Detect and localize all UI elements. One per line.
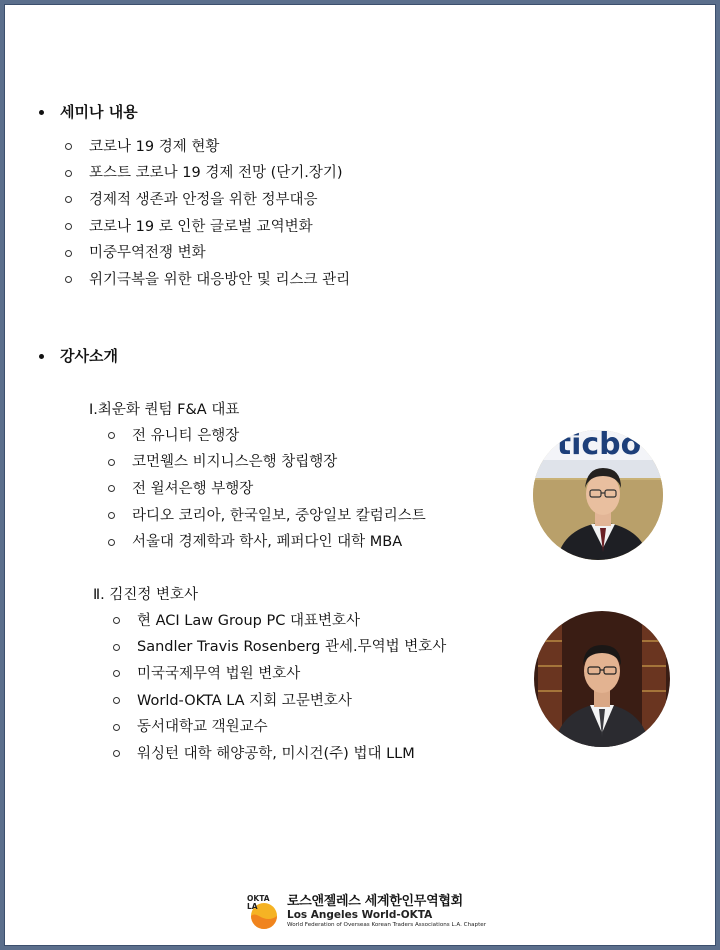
circle-bullet-icon <box>65 143 72 150</box>
okta-logo-icon <box>245 892 281 930</box>
circle-bullet-icon <box>108 539 115 546</box>
list-item: World-OKTA LA 지회 고문변호사 <box>113 686 446 713</box>
document-page <box>4 4 716 946</box>
list-item: 전 유니티 은행장 <box>108 421 426 448</box>
circle-bullet-icon <box>113 724 120 731</box>
list-item: 미중무역전쟁 변화 <box>65 238 350 265</box>
circle-bullet-icon <box>65 250 72 257</box>
speakers-heading <box>39 345 118 366</box>
list-item: Sandler Travis Rosenberg 관세.무역법 변호사 <box>113 633 446 660</box>
seminar-heading-text: 세미나 내용 <box>60 103 138 121</box>
list-item: 코로나 19 로 인한 글로벌 교역변화 <box>65 212 350 239</box>
bullet-dot <box>39 354 44 359</box>
list-item: 라디오 코리아, 한국일보, 중앙일보 칼럼리스트 <box>108 501 426 528</box>
list-item: 경제적 생존과 안정을 위한 정부대응 <box>65 185 350 212</box>
speaker1-photo <box>533 430 663 560</box>
circle-bullet-icon <box>65 170 72 177</box>
circle-bullet-icon <box>113 750 120 757</box>
list-item: 전 윌셔은행 부행장 <box>108 474 426 501</box>
circle-bullet-icon <box>113 670 120 677</box>
photo1-backdrop-text: ticbo <box>556 430 642 462</box>
okta-footer-logo <box>245 892 486 930</box>
circle-bullet-icon <box>65 196 72 203</box>
circle-bullet-icon <box>113 617 120 624</box>
circle-bullet-icon <box>113 644 120 651</box>
bullet-dot <box>39 110 44 115</box>
org-name-korean: 로스앤젤레스 세계한인무역협회 <box>287 893 463 909</box>
speaker1-credentials <box>108 421 426 554</box>
speaker2-photo <box>534 611 670 747</box>
svg-text:OKTA: OKTA <box>247 894 270 903</box>
list-item: 위기극복을 위한 대응방안 및 리스크 관리 <box>65 265 350 292</box>
circle-bullet-icon <box>113 697 120 704</box>
list-item: 코먼웰스 비지니스은행 창립행장 <box>108 448 426 475</box>
list-item: 현 ACI Law Group PC 대표변호사 <box>113 606 446 633</box>
svg-text:LA: LA <box>247 902 258 911</box>
speaker1-title: Ⅰ.최운화 퀀텀 F&A 대표 <box>89 402 240 418</box>
circle-bullet-icon <box>108 485 115 492</box>
list-item: 워싱턴 대학 해양공학, 미시건(주) 법대 LLM <box>113 739 446 766</box>
list-item: 코로나 19 경제 현황 <box>65 132 350 159</box>
list-item: 서울대 경제학과 학사, 페퍼다인 대학 MBA <box>108 527 426 554</box>
list-item: 미국국제무역 법원 변호사 <box>113 659 446 686</box>
circle-bullet-icon <box>65 223 72 230</box>
list-item: 포스트 코로나 19 경제 전망 (단기.장기) <box>65 159 350 186</box>
circle-bullet-icon <box>65 276 72 283</box>
list-item: 동서대학교 객원교수 <box>113 712 446 739</box>
circle-bullet-icon <box>108 432 115 439</box>
speaker2-credentials <box>113 606 446 766</box>
speaker2-title: Ⅱ. 김진정 변호사 <box>93 587 199 603</box>
speaker1-portrait-icon <box>533 430 663 560</box>
circle-bullet-icon <box>108 459 115 466</box>
org-subtitle: World Federation of Overseas Korean Traders Associations L.A. Chapter <box>287 921 487 928</box>
circle-bullet-icon <box>108 512 115 519</box>
seminar-list <box>65 132 350 292</box>
seminar-heading <box>39 101 138 122</box>
org-name-english: Los Angeles World-OKTA <box>287 908 433 921</box>
speaker2-portrait-icon <box>534 611 670 747</box>
footer-text <box>287 894 486 929</box>
speakers-heading-text: 강사소개 <box>60 347 118 365</box>
